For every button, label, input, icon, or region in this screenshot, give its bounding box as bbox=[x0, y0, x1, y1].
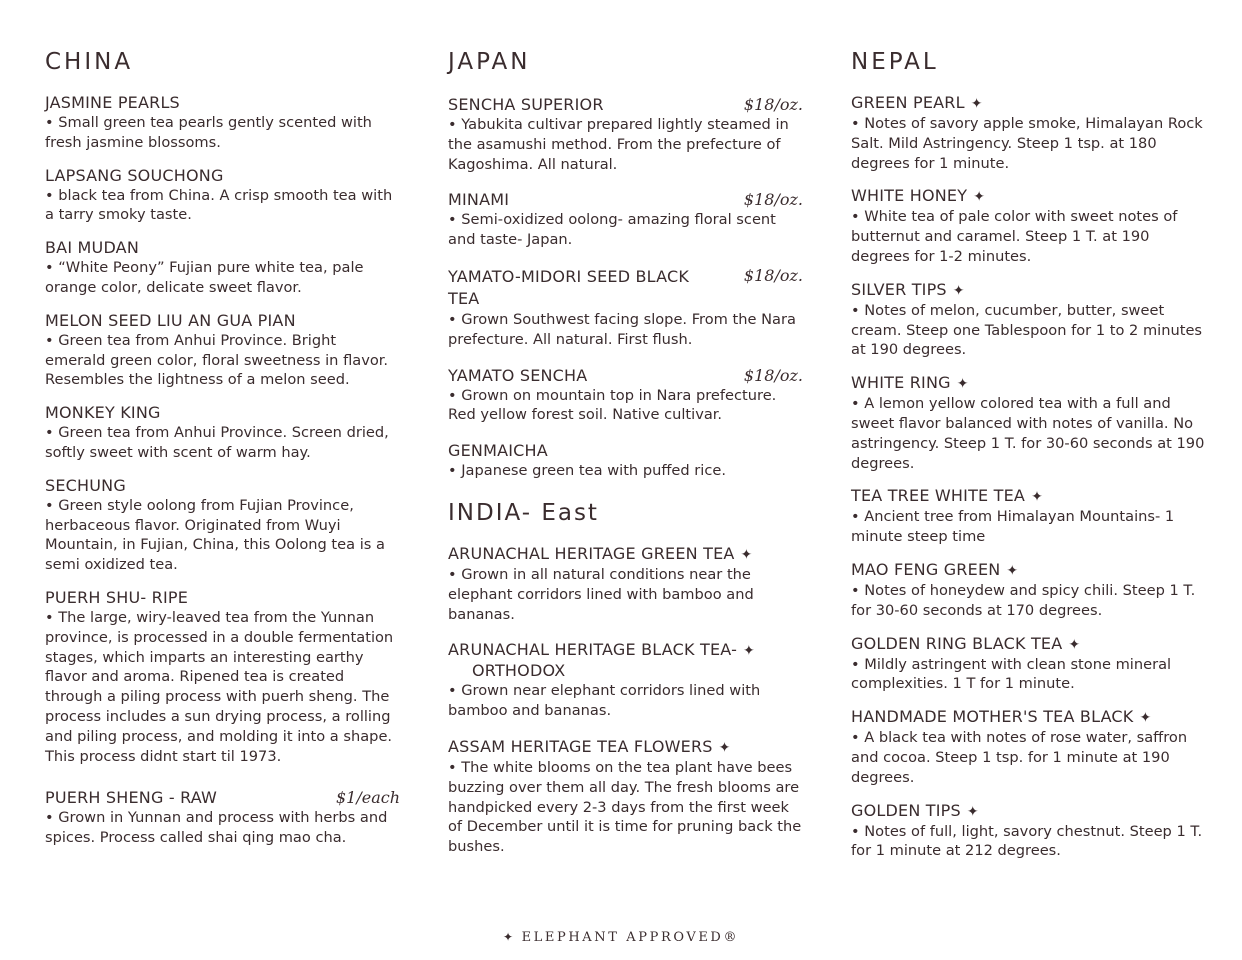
menu-item bbox=[45, 476, 400, 575]
item-name-text: MAO FENG GREEN bbox=[851, 559, 1001, 579]
item-price: $18/oz. bbox=[743, 265, 803, 285]
item-description: • White tea of pale color with sweet notes of butternut and caramel. Steep 1 T. at 190 degrees for 1-2 minutes. bbox=[851, 208, 1178, 265]
star-icon: ✦ bbox=[973, 189, 986, 206]
japan-column bbox=[448, 48, 803, 870]
footer-text: ELEPHANT APPROVED® bbox=[521, 930, 740, 945]
footer-tagline bbox=[0, 930, 1242, 945]
item-price: $18/oz. bbox=[743, 365, 803, 385]
item-description: • Yabukita cultivar prepared lightly steamed in the asamushi method. From the prefecture of Kagoshima. All natural. bbox=[448, 116, 789, 173]
item-name-text: HANDMADE MOTHER'S TEA BLACK bbox=[851, 707, 1134, 727]
menu-item bbox=[851, 801, 1211, 862]
item-description: • Green tea from Anhui Province. Screen dried, softly sweet with scent of warm hay. bbox=[45, 424, 389, 461]
item-description: • Ancient tree from Himalayan Mountains- 1 minute steep time bbox=[851, 508, 1175, 546]
menu-item bbox=[448, 544, 803, 624]
menu-item bbox=[45, 93, 400, 153]
item-name: YAMATO SENCHA bbox=[448, 365, 588, 385]
item-description: • Mildly astringent with clean stone mineral complexities. 1 T for 1 minute. bbox=[851, 655, 1172, 693]
item-name-text: GREEN PEARL bbox=[851, 93, 965, 112]
menu-item bbox=[851, 186, 1211, 266]
item-name: GENMAICHA bbox=[448, 441, 548, 461]
item-name: MELON SEED LIU AN GUA PIAN bbox=[45, 310, 296, 330]
item-name-text: GOLDEN TIPS bbox=[851, 800, 961, 820]
item-description: • Notes of melon, cucumber, butter, sweet cream. Steep one Tablespoon for 1 to 2 minutes at 190 degrees. bbox=[851, 301, 1203, 359]
menu-item bbox=[851, 560, 1211, 621]
item-description: • The large, wiry-leaved tea from the Yunnan province, is processed in a double fermentation stages, which imparts an interesting earthy flavor and aroma. Ripened tea is created through a piling process with puerh sheng. The process includes a sun drying process, a rolling and piling process, and molding it into a shape. This process didnt start til 1973. bbox=[45, 608, 394, 765]
item-name bbox=[851, 280, 965, 301]
item-name: PUERH SHU- RIPE bbox=[45, 587, 189, 607]
item-description: • Grown on mountain top in Nara prefecture. Red yellow forest soil. Native cultivar. bbox=[448, 386, 777, 424]
star-icon: ✦ bbox=[1031, 489, 1044, 506]
star-icon: ✦ bbox=[970, 96, 983, 112]
star-icon: ✦ bbox=[502, 930, 516, 944]
star-icon: ✦ bbox=[1139, 710, 1152, 727]
item-description: • Grown in all natural conditions near the elephant corridors lined with bamboo and bananas. bbox=[448, 565, 754, 623]
menu-item bbox=[45, 588, 400, 766]
item-name bbox=[851, 560, 1018, 581]
item-description: • Notes of full, light, savory chestnut. Steep 1 T. for 1 minute at 212 degrees. bbox=[851, 822, 1203, 860]
item-name-text: ARUNACHAL HERITAGE GREEN TEA bbox=[448, 543, 735, 563]
item-name-line2: ORTHODOX bbox=[472, 661, 566, 681]
item-name bbox=[448, 737, 731, 758]
menu-item bbox=[851, 373, 1211, 473]
menu-item bbox=[448, 95, 803, 174]
item-name: YAMATO-MIDORI SEED BLACK TEA bbox=[448, 266, 690, 308]
menu-item bbox=[448, 190, 803, 250]
star-icon: ✦ bbox=[1068, 636, 1081, 653]
item-name: MINAMI bbox=[448, 190, 510, 210]
item-price: $18/oz. bbox=[743, 190, 803, 210]
item-price: $18/oz. bbox=[743, 95, 803, 114]
menu-item bbox=[45, 238, 400, 298]
menu-item bbox=[851, 634, 1211, 695]
item-name bbox=[851, 486, 1043, 507]
item-description: • Grown in Yunnan and process with herbs and spices. Process called shai qing mao cha. bbox=[45, 809, 388, 847]
item-name: SENCHA SUPERIOR bbox=[448, 95, 604, 114]
menu-item bbox=[851, 280, 1211, 360]
menu-item bbox=[45, 788, 400, 848]
item-name-text: ASSAM HERITAGE TEA FLOWERS bbox=[448, 736, 713, 756]
item-description: • Small green tea pearls gently scented with fresh jasmine blossoms. bbox=[45, 114, 372, 151]
item-name-text: ARUNACHAL HERITAGE BLACK TEA- bbox=[448, 640, 738, 660]
item-price: $1/each bbox=[335, 788, 400, 808]
item-description: • Notes of savory apple smoke, Himalayan Rock Salt. Mild Astringency. Steep 1 tsp. at 180 degrees for 1 minute. bbox=[851, 115, 1203, 172]
item-name bbox=[851, 707, 1151, 728]
item-name bbox=[851, 373, 969, 394]
menu-item bbox=[448, 640, 803, 721]
item-description: • Grown Southwest facing slope. From the Nara prefecture. All natural. First flush. bbox=[448, 310, 796, 348]
item-description: • The white blooms on the tea plant have bees buzzing over them all day. The fresh blooms are handpicked every 2-3 days from the first week of December until it is time for pruning back the bushes. bbox=[448, 758, 802, 856]
item-name-text: WHITE HONEY bbox=[851, 186, 968, 206]
item-description: • A black tea with notes of rose water, saffron and cocoa. Steep 1 tsp. for 1 minute at 190 degrees. bbox=[851, 729, 1188, 786]
item-name-text: WHITE RING bbox=[851, 373, 951, 393]
menu-item bbox=[448, 441, 803, 481]
menu-item bbox=[45, 166, 400, 226]
item-name bbox=[448, 640, 755, 681]
india-heading: INDIA- East bbox=[448, 499, 599, 526]
menu-item bbox=[851, 486, 1211, 547]
menu-item bbox=[448, 366, 803, 426]
item-name: BAI MUDAN bbox=[45, 238, 139, 258]
item-name-text: SILVER TIPS bbox=[851, 279, 947, 299]
nepal-column bbox=[851, 48, 1211, 874]
star-icon: ✦ bbox=[743, 643, 755, 660]
star-icon: ✦ bbox=[718, 739, 731, 756]
star-icon: ✦ bbox=[952, 282, 965, 299]
item-name: SECHUNG bbox=[45, 475, 126, 495]
star-icon: ✦ bbox=[1006, 562, 1019, 579]
item-description: • Japanese green tea with puffed rice. bbox=[448, 462, 726, 480]
item-description: • Green tea from Anhui Province. Bright emerald green color, floral sweetness in flavor. Resembles the lightness of a melon seed. bbox=[45, 331, 389, 389]
item-name-text: TEA TREE WHITE TEA bbox=[851, 486, 1026, 506]
menu-item bbox=[851, 707, 1211, 787]
china-column bbox=[45, 48, 400, 861]
japan-heading: JAPAN bbox=[448, 49, 531, 75]
item-name: MONKEY KING bbox=[45, 403, 161, 423]
menu-item bbox=[448, 266, 803, 350]
menu-item bbox=[851, 93, 1211, 173]
item-description: • A lemon yellow colored tea with a full and sweet flavor balanced with notes of vanilla. No astringency. Steep 1 T. for 30-60 seconds at 190 degrees. bbox=[851, 395, 1205, 472]
item-name: JASMINE PEARLS bbox=[45, 93, 180, 112]
star-icon: ✦ bbox=[740, 546, 753, 563]
item-name bbox=[448, 544, 752, 565]
item-description: • Green style oolong from Fujian Province, herbaceous flavor. Originated from Wuyi Mountain, in Fujian, China, this Oolong tea is a semi oxidized tea. bbox=[45, 496, 385, 574]
star-icon: ✦ bbox=[966, 803, 979, 820]
menu-item bbox=[448, 737, 803, 857]
item-description: • “White Peony” Fujian pure white tea, pale orange color, delicate sweet flavor. bbox=[45, 259, 364, 296]
item-name bbox=[851, 634, 1080, 655]
nepal-heading: NEPAL bbox=[851, 49, 939, 75]
item-description: • Grown near elephant corridors lined with bamboo and bananas. bbox=[448, 682, 761, 720]
menu-item bbox=[45, 311, 400, 390]
menu-item bbox=[45, 403, 400, 463]
item-name-text: GOLDEN RING BLACK TEA bbox=[851, 633, 1063, 653]
item-description: • Semi-oxidized oolong- amazing floral scent and taste- Japan. bbox=[448, 211, 776, 249]
item-name: PUERH SHENG - RAW bbox=[45, 788, 218, 808]
item-name bbox=[851, 93, 983, 114]
item-name: LAPSANG SOUCHONG bbox=[45, 165, 224, 185]
item-name bbox=[851, 801, 979, 822]
item-description: • Notes of honeydew and spicy chili. Steep 1 T. for 30-60 seconds at 170 degrees. bbox=[851, 581, 1196, 619]
star-icon: ✦ bbox=[956, 376, 969, 393]
china-heading: CHINA bbox=[45, 49, 134, 75]
item-name bbox=[851, 186, 985, 207]
item-description: • black tea from China. A crisp smooth tea with a tarry smoky taste. bbox=[45, 186, 393, 224]
